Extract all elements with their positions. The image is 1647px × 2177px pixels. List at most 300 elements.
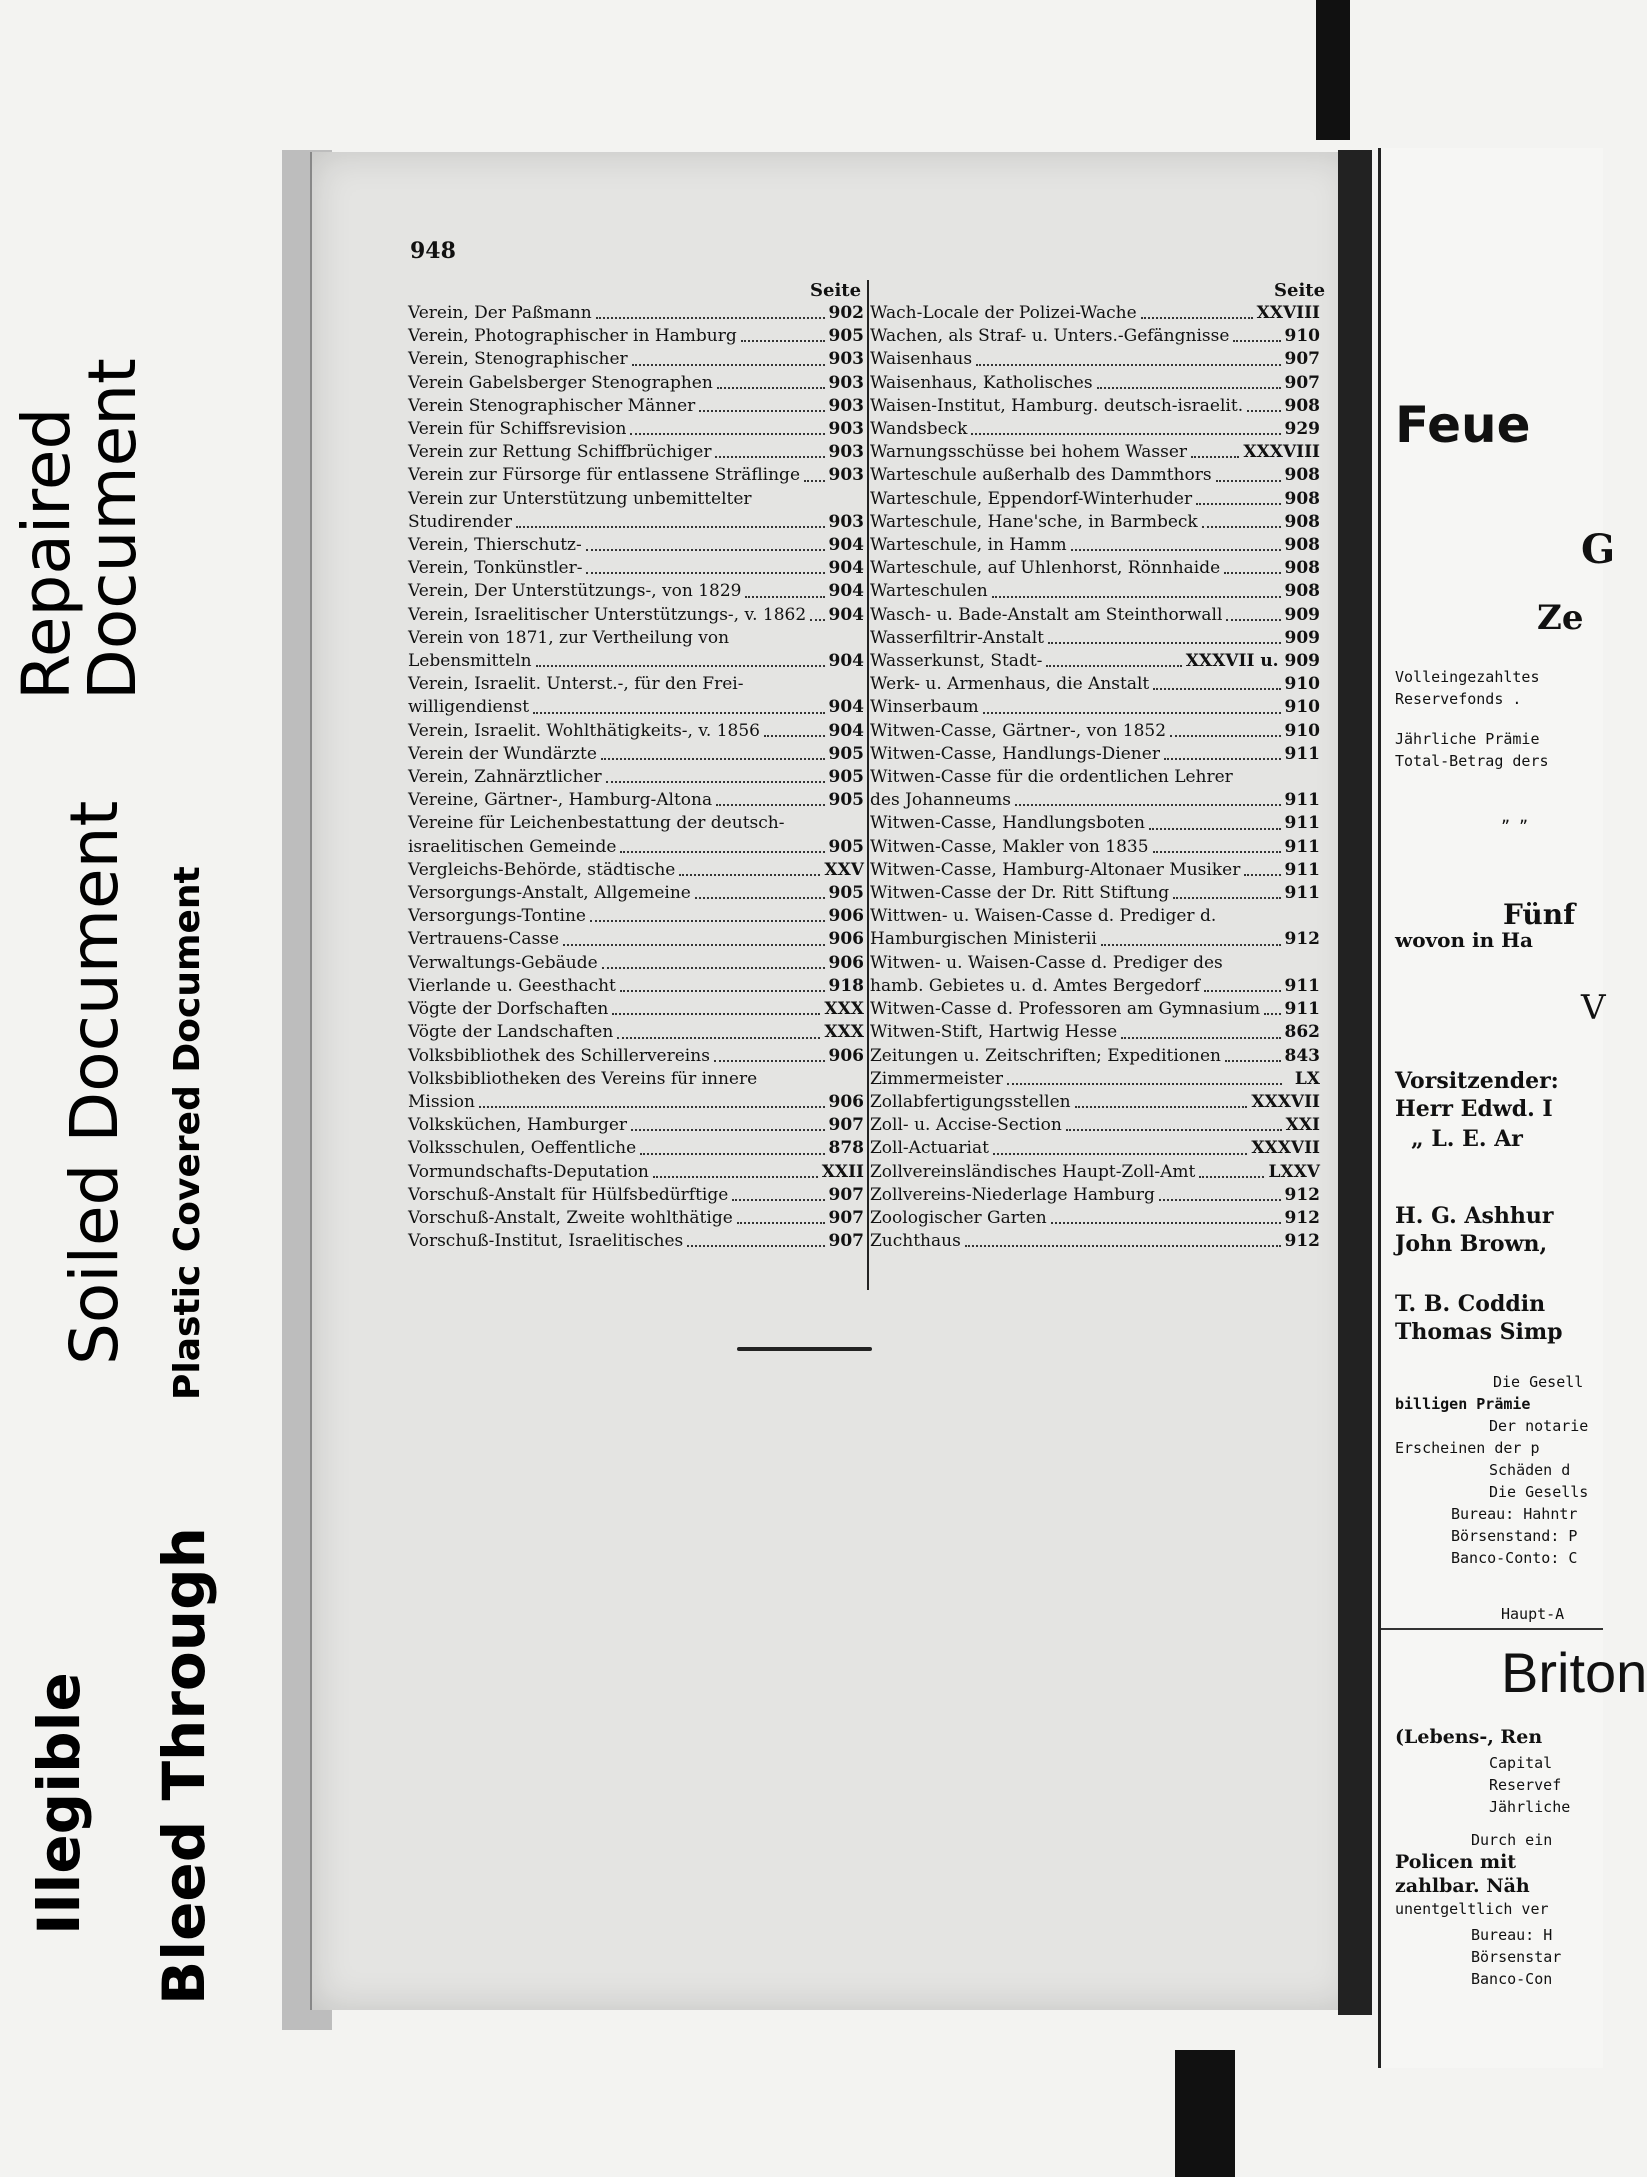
entry-page: 907 (828, 1115, 864, 1136)
entry-name: Zoologischer Garten (870, 1207, 1047, 1228)
leader-dots (601, 758, 825, 760)
entry-page: 907 (828, 1231, 864, 1252)
ad-fuenf: Fünf (1503, 898, 1576, 931)
leader-dots (983, 712, 1281, 714)
entry-name: Witwen-Casse der Dr. Ritt Stiftung (870, 883, 1170, 904)
entry-page: 908 (1284, 395, 1320, 416)
entry-name: Vertrauens-Casse (408, 929, 560, 950)
entry-name: Wasserkunst, Stadt- (870, 651, 1043, 672)
entry-name: Witwen-Casse d. Professoren am Gymnasium (870, 999, 1261, 1020)
entry-name: Vorschuß-Anstalt, Zweite wohlthätige (408, 1207, 733, 1228)
leader-dots (1066, 1129, 1282, 1131)
entry-page: 911 (1284, 883, 1320, 904)
leader-dots (563, 944, 824, 946)
index-entry (864, 1045, 1320, 1068)
entry-page: XXXVII (1251, 1091, 1320, 1112)
entry-page: 911 (1284, 859, 1320, 880)
entry-page: 912 (1284, 1207, 1320, 1228)
ad-small: Börsenstar (1471, 1948, 1562, 1966)
ad-title: Feue (1395, 396, 1531, 454)
entry-name: Mission (408, 1091, 475, 1112)
entry-page: 908 (1284, 465, 1320, 486)
entry-name: Witwen- u. Waisen-Casse d. Prediger des (870, 952, 1223, 973)
entry-page: 911 (1284, 790, 1320, 811)
entry-page: 905 (828, 743, 864, 764)
entry-name: Volksküchen, Hamburger (408, 1115, 628, 1136)
entry-page: 906 (828, 929, 864, 950)
leader-dots (965, 1245, 1281, 1247)
entry-page: 904 (828, 581, 864, 602)
ad-wovon: wovon in Ha (1395, 928, 1533, 952)
index-entry (864, 1068, 1320, 1091)
entry-name: Waisenhaus, Katholisches (870, 372, 1093, 393)
binding-shadow-top (1316, 0, 1350, 140)
entry-name: Winserbaum (870, 697, 979, 718)
index-column-right (864, 302, 1320, 1253)
entry-page: 904 (828, 697, 864, 718)
entry-page: 907 (828, 1184, 864, 1205)
index-entry (408, 1021, 864, 1044)
index-entry (408, 975, 864, 998)
index-entry (408, 534, 864, 557)
ad-small: Der notarie (1489, 1417, 1589, 1435)
index-entry (408, 766, 864, 789)
binding-shadow (1338, 150, 1372, 2015)
entry-name: Verein, Israelit. Wohlthätigkeits-, v. 1856 (408, 720, 761, 741)
leader-dots (1007, 1083, 1282, 1085)
entry-name: Verein zur Unterstützung unbemittelter (408, 488, 752, 509)
index-entry (864, 1230, 1320, 1253)
entry-name: Witwen-Casse, Gärtner-, von 1852 (870, 720, 1167, 741)
entry-page: 910 (1284, 697, 1320, 718)
entry-page: XXV (824, 859, 864, 880)
leader-dots (1153, 851, 1281, 853)
leader-dots (1046, 665, 1181, 667)
leader-dots (516, 526, 825, 528)
index-entry (408, 441, 864, 464)
page-number: 948 (410, 238, 456, 264)
index-entry (408, 1068, 864, 1091)
index-entry (864, 1161, 1320, 1184)
entry-page: 912 (1284, 1184, 1320, 1205)
index-entry (408, 395, 864, 418)
leader-dots (714, 1060, 825, 1062)
index-entry (408, 1045, 864, 1068)
index-entry (408, 604, 864, 627)
index-entry (408, 650, 864, 673)
entry-name: Verein, Stenographischer (408, 349, 628, 370)
index-entry (408, 488, 864, 511)
repaired-document-label: Repaired Document (8, 358, 151, 700)
leader-dots (1202, 526, 1281, 528)
ad-line: Total-Betrag ders (1395, 752, 1549, 770)
index-entry (864, 464, 1320, 487)
leader-dots (631, 1129, 824, 1131)
entry-page: 910 (1284, 326, 1320, 347)
entry-name: Verein, Israelitischer Unterstützungs-, v. 1862 (408, 604, 807, 625)
entry-page: 903 (828, 465, 864, 486)
entry-page: XXVIII (1256, 303, 1320, 323)
entry-page: 911 (1284, 836, 1320, 857)
leader-dots (640, 1153, 824, 1155)
index-entry (864, 812, 1320, 835)
entry-page: 912 (1284, 929, 1320, 950)
ad-small: Schäden d (1489, 1461, 1571, 1479)
ad-policen: Policen mit (1395, 1851, 1517, 1873)
leader-dots (1097, 387, 1281, 389)
ad-small: Jährliche (1489, 1798, 1571, 1816)
index-entry (408, 511, 864, 534)
entry-page: LXXV (1268, 1161, 1320, 1182)
entry-name: Vergleichs-Behörde, städtische (408, 859, 676, 880)
ad-small: billigen Prämie (1395, 1395, 1531, 1413)
ad-small: Durch ein (1471, 1831, 1553, 1849)
index-entry (864, 975, 1320, 998)
entry-name: Vereine für Leichenbestattung der deutsch- (408, 813, 785, 834)
leader-dots (1051, 1222, 1281, 1224)
index-entry (864, 1137, 1320, 1160)
ad-small: Bureau: Hahntr (1451, 1505, 1578, 1523)
entry-page: 905 (828, 883, 864, 904)
entry-page: 905 (828, 836, 864, 857)
entry-name: des Johanneums (870, 790, 1011, 811)
entry-name: Wittwen- u. Waisen-Casse d. Prediger d. (870, 906, 1217, 927)
index-entry (408, 325, 864, 348)
leader-dots (617, 1037, 820, 1039)
index-entry (864, 302, 1320, 325)
ad-tb: T. B. Coddin (1395, 1291, 1546, 1317)
leader-dots (745, 596, 824, 598)
leader-dots (479, 1106, 825, 1108)
index-entry (408, 302, 864, 325)
entry-name: Volksbibliothek des Schillervereins (408, 1045, 710, 1066)
leader-dots (590, 920, 825, 922)
entry-page: 903 (828, 395, 864, 416)
entry-name: Zeitungen u. Zeitschriften; Expeditionen (870, 1045, 1221, 1066)
leader-dots (715, 456, 824, 458)
ad-briton: Briton (1501, 1641, 1647, 1704)
entry-name: Zollvereins-Niederlage Hamburg (870, 1184, 1155, 1205)
index-entry (864, 789, 1320, 812)
entry-page: 910 (1284, 674, 1320, 695)
leader-dots (1101, 944, 1281, 946)
entry-name: Zollabfertigungsstellen (870, 1091, 1071, 1112)
index-entry (408, 557, 864, 580)
leader-dots (1191, 456, 1239, 458)
advertisement-page (1378, 148, 1647, 2068)
ad-lebens: (Lebens-, Ren (1395, 1726, 1543, 1748)
leader-dots (533, 712, 824, 714)
entry-name: willigendienst (408, 697, 530, 718)
entry-name: Studirender (408, 511, 512, 532)
entry-page: 908 (1284, 511, 1320, 532)
index-entry (864, 998, 1320, 1021)
entry-name: Verein, Zahnärztlicher (408, 767, 602, 788)
entry-name: Witwen-Casse, Handlungs-Diener (870, 743, 1160, 764)
index-entry (864, 395, 1320, 418)
index-entry (864, 325, 1320, 348)
index-entry (864, 952, 1320, 975)
index-entry (864, 1021, 1320, 1044)
index-entry (408, 743, 864, 766)
index-entry (408, 418, 864, 441)
index-entry (408, 1161, 864, 1184)
entry-page: 907 (1284, 372, 1320, 393)
index-entry (864, 348, 1320, 371)
leader-dots (1015, 804, 1281, 806)
ad-line: Jährliche Prämie (1395, 730, 1540, 748)
entry-name: Vormundschafts-Deputation (408, 1161, 649, 1182)
ad-small: Erscheinen der p (1395, 1439, 1540, 1457)
index-entry (408, 789, 864, 812)
entry-page: 918 (828, 975, 864, 996)
entry-name: Verein Gabelsberger Stenographen (408, 372, 713, 393)
ad-small: Die Gesells (1489, 1483, 1589, 1501)
index-entry (408, 928, 864, 951)
index-entry (864, 1114, 1320, 1137)
leader-dots (612, 1013, 820, 1015)
index-entry (864, 627, 1320, 650)
index-entry (864, 1184, 1320, 1207)
leader-dots (699, 410, 824, 412)
index-entry (864, 534, 1320, 557)
index-entry (408, 905, 864, 928)
index-entry (864, 836, 1320, 859)
index-entry (408, 1114, 864, 1137)
end-rule (737, 1347, 872, 1351)
ad-ze: Ze (1537, 598, 1584, 638)
entry-page: 903 (828, 442, 864, 463)
index-entry (864, 418, 1320, 441)
entry-name: Verein von 1871, zur Vertheilung von (408, 627, 730, 648)
ad-line: „ „ (1501, 808, 1529, 826)
entry-page: 909 (1284, 604, 1320, 625)
entry-name: Verein für Schiffsrevision (408, 419, 627, 440)
entry-page: 904 (828, 604, 864, 625)
entry-page: 911 (1284, 743, 1320, 764)
entry-page: 904 (828, 558, 864, 579)
entry-name: Zimmermeister (870, 1068, 1004, 1089)
index-entry (408, 836, 864, 859)
leader-dots (764, 735, 824, 737)
ad-v: V (1581, 988, 1606, 1028)
entry-name: Warteschule außerhalb des Dammthors (870, 465, 1212, 486)
entry-page: XXX (824, 999, 864, 1020)
ad-line: Volleingezahltes (1395, 668, 1540, 686)
entry-page: 903 (828, 372, 864, 393)
index-entry (408, 882, 864, 905)
entry-page: 908 (1284, 581, 1320, 602)
index-entry (408, 580, 864, 603)
entry-page: 906 (828, 906, 864, 927)
entry-page: 906 (828, 1091, 864, 1112)
entry-page: 911 (1284, 999, 1320, 1020)
entry-name: Verwaltungs-Gebäude (408, 952, 598, 973)
ad-le: „ L. E. Ar (1411, 1126, 1523, 1152)
entry-name: Witwen-Stift, Hartwig Hesse (870, 1022, 1118, 1043)
index-entry (864, 720, 1320, 743)
index-entry (408, 1091, 864, 1114)
entry-name: Versorgungs-Tontine (408, 906, 586, 927)
entry-name: Verein, Thierschutz- (408, 535, 582, 556)
ad-hg: H. G. Ashhur (1395, 1203, 1554, 1229)
leader-dots (1141, 317, 1253, 319)
index-entry (408, 348, 864, 371)
entry-name: Verein zur Rettung Schiffbrüchiger (408, 442, 712, 463)
index-entry (408, 812, 864, 835)
entry-page: 905 (828, 326, 864, 347)
leader-dots (1164, 758, 1281, 760)
index-entry (864, 1091, 1320, 1114)
entry-page: 903 (828, 419, 864, 440)
leader-dots (586, 572, 824, 574)
index-entry (408, 627, 864, 650)
leader-dots (716, 804, 824, 806)
ad-small: Banco-Conto: C (1451, 1549, 1578, 1567)
entry-name: Warteschule, in Hamm (870, 535, 1067, 556)
index-entry (408, 696, 864, 719)
ad-g: G (1581, 526, 1616, 573)
index-entry (864, 859, 1320, 882)
entry-name: israelitischen Gemeinde (408, 836, 617, 857)
leader-dots (632, 364, 825, 366)
entry-name: Witwen-Casse, Hamburg-Altonaer Musiker (870, 859, 1241, 880)
entry-page: XXII (821, 1161, 864, 1182)
leader-dots (1071, 549, 1281, 551)
index-entry (864, 557, 1320, 580)
entry-page: 908 (1284, 535, 1320, 556)
leader-dots (1075, 1106, 1248, 1108)
ad-small: Banco-Con (1471, 1970, 1553, 1988)
entry-page: 907 (828, 1207, 864, 1228)
entry-page: 908 (1284, 488, 1320, 509)
index-entry (864, 882, 1320, 905)
index-entry (408, 372, 864, 395)
leader-dots (596, 317, 825, 319)
leader-dots (1247, 410, 1280, 412)
illegible-label: Illegible (25, 1672, 93, 1935)
index-entry (864, 696, 1320, 719)
entry-page: 902 (828, 303, 864, 323)
leader-dots (1244, 874, 1280, 876)
entry-page: 903 (828, 511, 864, 532)
index-entry (864, 650, 1320, 673)
entry-page: 904 (828, 535, 864, 556)
entry-name: Warnungsschüsse bei hohem Wasser (870, 442, 1188, 463)
leader-dots (1121, 1037, 1280, 1039)
entry-name: Verein Stenographischer Männer (408, 395, 696, 416)
leader-dots (1225, 1060, 1281, 1062)
leader-dots (1196, 503, 1280, 505)
bleed-through-label: Bleed Through (150, 1527, 218, 2005)
entry-name: Vögte der Dorfschaften (408, 999, 609, 1020)
leader-dots (602, 967, 825, 969)
leader-dots (992, 596, 1281, 598)
entry-name: Verein, Der Paßmann (408, 303, 592, 323)
entry-name: Wasch- u. Bade-Anstalt am Steinthorwall (870, 604, 1223, 625)
index-entry (864, 580, 1320, 603)
leader-dots (606, 781, 825, 783)
entry-name: Wasserfiltrir-Anstalt (870, 627, 1044, 648)
leader-dots (687, 1245, 824, 1247)
entry-page: 904 (828, 651, 864, 672)
index-entry (864, 928, 1320, 951)
leader-dots (1264, 1013, 1280, 1015)
index-entry (408, 720, 864, 743)
leader-dots (1199, 1176, 1264, 1178)
seite-header-right: Seite (1274, 280, 1326, 301)
entry-page: XXXVII (1251, 1138, 1320, 1159)
ad-small: Haupt-A (1501, 1605, 1565, 1623)
entry-name: Wach-Locale der Polizei-Wache (870, 303, 1137, 323)
entry-page: 911 (1284, 813, 1320, 834)
leader-dots (1224, 572, 1280, 574)
leader-dots (620, 851, 824, 853)
entry-name: Vierlande u. Geesthacht (408, 975, 616, 996)
index-entry (408, 1207, 864, 1230)
entry-page: 905 (828, 767, 864, 788)
entry-name: Witwen-Casse, Handlungsboten (870, 813, 1145, 834)
index-entry (408, 673, 864, 696)
entry-page: LX (1294, 1068, 1320, 1089)
ad-small: Die Gesell (1493, 1373, 1584, 1391)
ad-small: Börsenstand: P (1451, 1527, 1578, 1545)
index-entry (408, 1184, 864, 1207)
plastic-covered-label: Plastic Covered Document (167, 866, 208, 1400)
entry-name: Witwen-Casse, Makler von 1835 (870, 836, 1149, 857)
index-entry (864, 766, 1320, 789)
entry-page: 903 (828, 349, 864, 370)
index-entry (864, 441, 1320, 464)
entry-name: Volksbibliotheken des Vereins für innere (408, 1068, 758, 1089)
entry-name: Verein der Wundärzte (408, 743, 597, 764)
entry-name: Wachen, als Straf- u. Unters.-Gefängnisse (870, 326, 1230, 347)
leader-dots (653, 1176, 818, 1178)
leader-dots (1226, 619, 1280, 621)
entry-name: Warteschule, Eppendorf-Winterhuder (870, 488, 1193, 509)
ad-small: unentgeltlich ver (1395, 1900, 1549, 1918)
ad-zahlbar: zahlbar. Näh (1395, 1875, 1530, 1897)
leader-dots (1173, 897, 1280, 899)
entry-page: 907 (1284, 349, 1320, 370)
entry-page: XXXVIII (1243, 442, 1320, 463)
entry-page: 911 (1284, 975, 1320, 996)
entry-page: XXI (1285, 1115, 1320, 1136)
index-entry (864, 905, 1320, 928)
ad-divider (1381, 1628, 1603, 1630)
entry-name: Lebensmitteln (408, 651, 532, 672)
entry-page: 912 (1284, 1231, 1320, 1252)
leader-dots (976, 364, 1280, 366)
index-entry (864, 673, 1320, 696)
leader-dots (732, 1199, 824, 1201)
entry-name: Verein, Photographischer in Hamburg (408, 326, 737, 347)
entry-page: 905 (828, 790, 864, 811)
leader-dots (1159, 1199, 1281, 1201)
ad-small: Bureau: H (1471, 1926, 1553, 1944)
index-entry (408, 1230, 864, 1253)
index-entry (864, 604, 1320, 627)
leader-dots (620, 990, 825, 992)
index-entry (408, 464, 864, 487)
entry-name: Warteschule, Hane'sche, in Barmbeck (870, 511, 1198, 532)
index-entry (408, 859, 864, 882)
index-column-left (408, 302, 864, 1253)
entry-name: Zoll- u. Accise-Section (870, 1115, 1062, 1136)
leader-dots (1233, 340, 1280, 342)
entry-name: Warteschulen (870, 581, 988, 602)
entry-page: 929 (1284, 419, 1320, 440)
